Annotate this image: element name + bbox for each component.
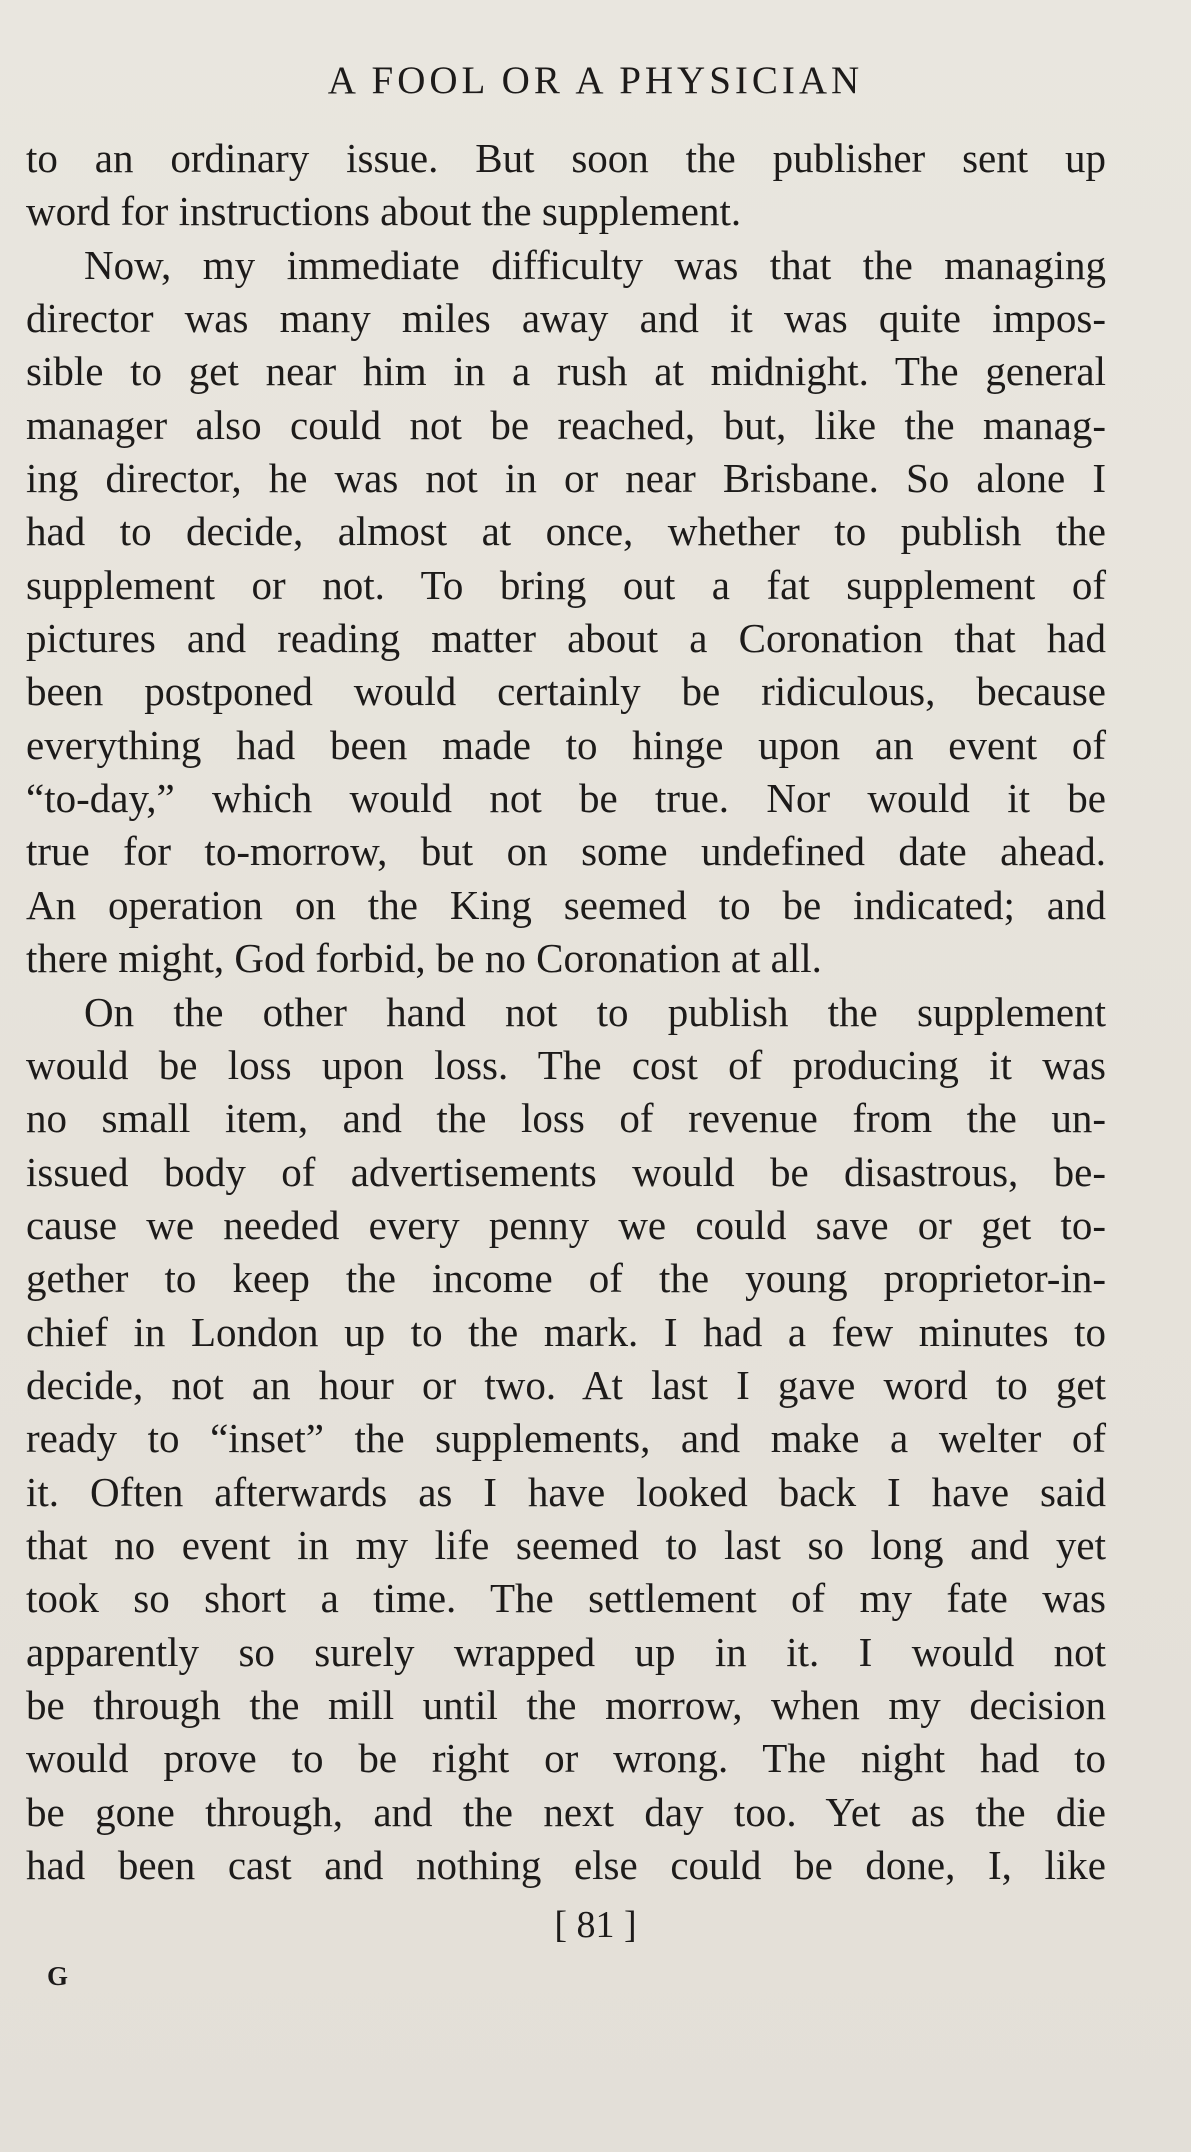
text-line: cause we needed every penny we could save or get to- — [26, 1201, 1106, 1248]
text-line: An operation on the King seemed to be indicated; and — [26, 881, 1106, 928]
text-line: decide, not an hour or two. At last I gave word to get — [26, 1361, 1106, 1408]
text-line: would be loss upon loss. The cost of producing it was — [26, 1041, 1106, 1088]
text-line: pictures and reading matter about a Coronation that had — [26, 615, 1106, 662]
text-line: be gone through, and the next day too. Yet as the die — [26, 1788, 1106, 1835]
text-line: issued body of advertisements would be disastrous, be- — [26, 1148, 1106, 1195]
text-line: “to-day,” which would not be true. Nor would it be — [26, 775, 1106, 822]
text-line: took so short a time. The settlement of my fate was — [26, 1575, 1106, 1622]
text-line: to an ordinary issue. But soon the publisher sent up — [26, 135, 1106, 181]
text-line: On the other hand not to publish the supplement — [84, 988, 1106, 1035]
text-line: true for to-morrow, but on some undefined date ahead. — [26, 828, 1106, 875]
text-line: ready to “inset” the supplements, and make a welter of — [26, 1415, 1106, 1462]
running-head: A FOOL OR A PHYSICIAN — [327, 59, 864, 102]
text-line: supplement or not. To bring out a fat supplement of — [26, 561, 1106, 608]
text-line: had to decide, almost at once, whether to publish the — [26, 508, 1106, 555]
text-line: sible to get near him in a rush at midnight. The general — [26, 348, 1106, 395]
text-line: would prove to be right or wrong. The night had to — [26, 1735, 1106, 1782]
text-line: been postponed would certainly be ridiculous, because — [26, 668, 1106, 715]
text-line: chief in London up to the mark. I had a few minutes to — [26, 1308, 1106, 1355]
signature-mark: G — [47, 1961, 69, 1991]
text-line: word for instructions about the supplement. — [26, 188, 742, 235]
text-line: be through the mill until the morrow, when my decision — [26, 1681, 1106, 1728]
text-line: there might, God forbid, be no Coronation at all. — [26, 935, 822, 982]
text-line: apparently so surely wrapped up in it. I would not — [26, 1628, 1106, 1675]
text-line: everything had been made to hinge upon an event of — [26, 721, 1106, 768]
text-line: manager also could not be reached, but, like the manag- — [26, 401, 1106, 448]
text-line: had been cast and nothing else could be done, I, like — [26, 1842, 1106, 1888]
text-line: Now, my immediate difficulty was that the managing — [84, 241, 1106, 288]
text-line: gether to keep the income of the young proprietor-in- — [26, 1255, 1106, 1302]
body-text — [26, 132, 1106, 1892]
text-line: it. Often afterwards as I have looked back I have said — [26, 1468, 1106, 1515]
text-line: ing director, he was not in or near Brisbane. So alone I — [26, 455, 1106, 502]
text-line: director was many miles away and it was quite impos- — [26, 295, 1106, 342]
page-number: [ 81 ] — [554, 1904, 637, 1946]
text-line: that no event in my life seemed to last so long and yet — [26, 1521, 1106, 1568]
text-line: no small item, and the loss of revenue from the un- — [26, 1095, 1106, 1142]
